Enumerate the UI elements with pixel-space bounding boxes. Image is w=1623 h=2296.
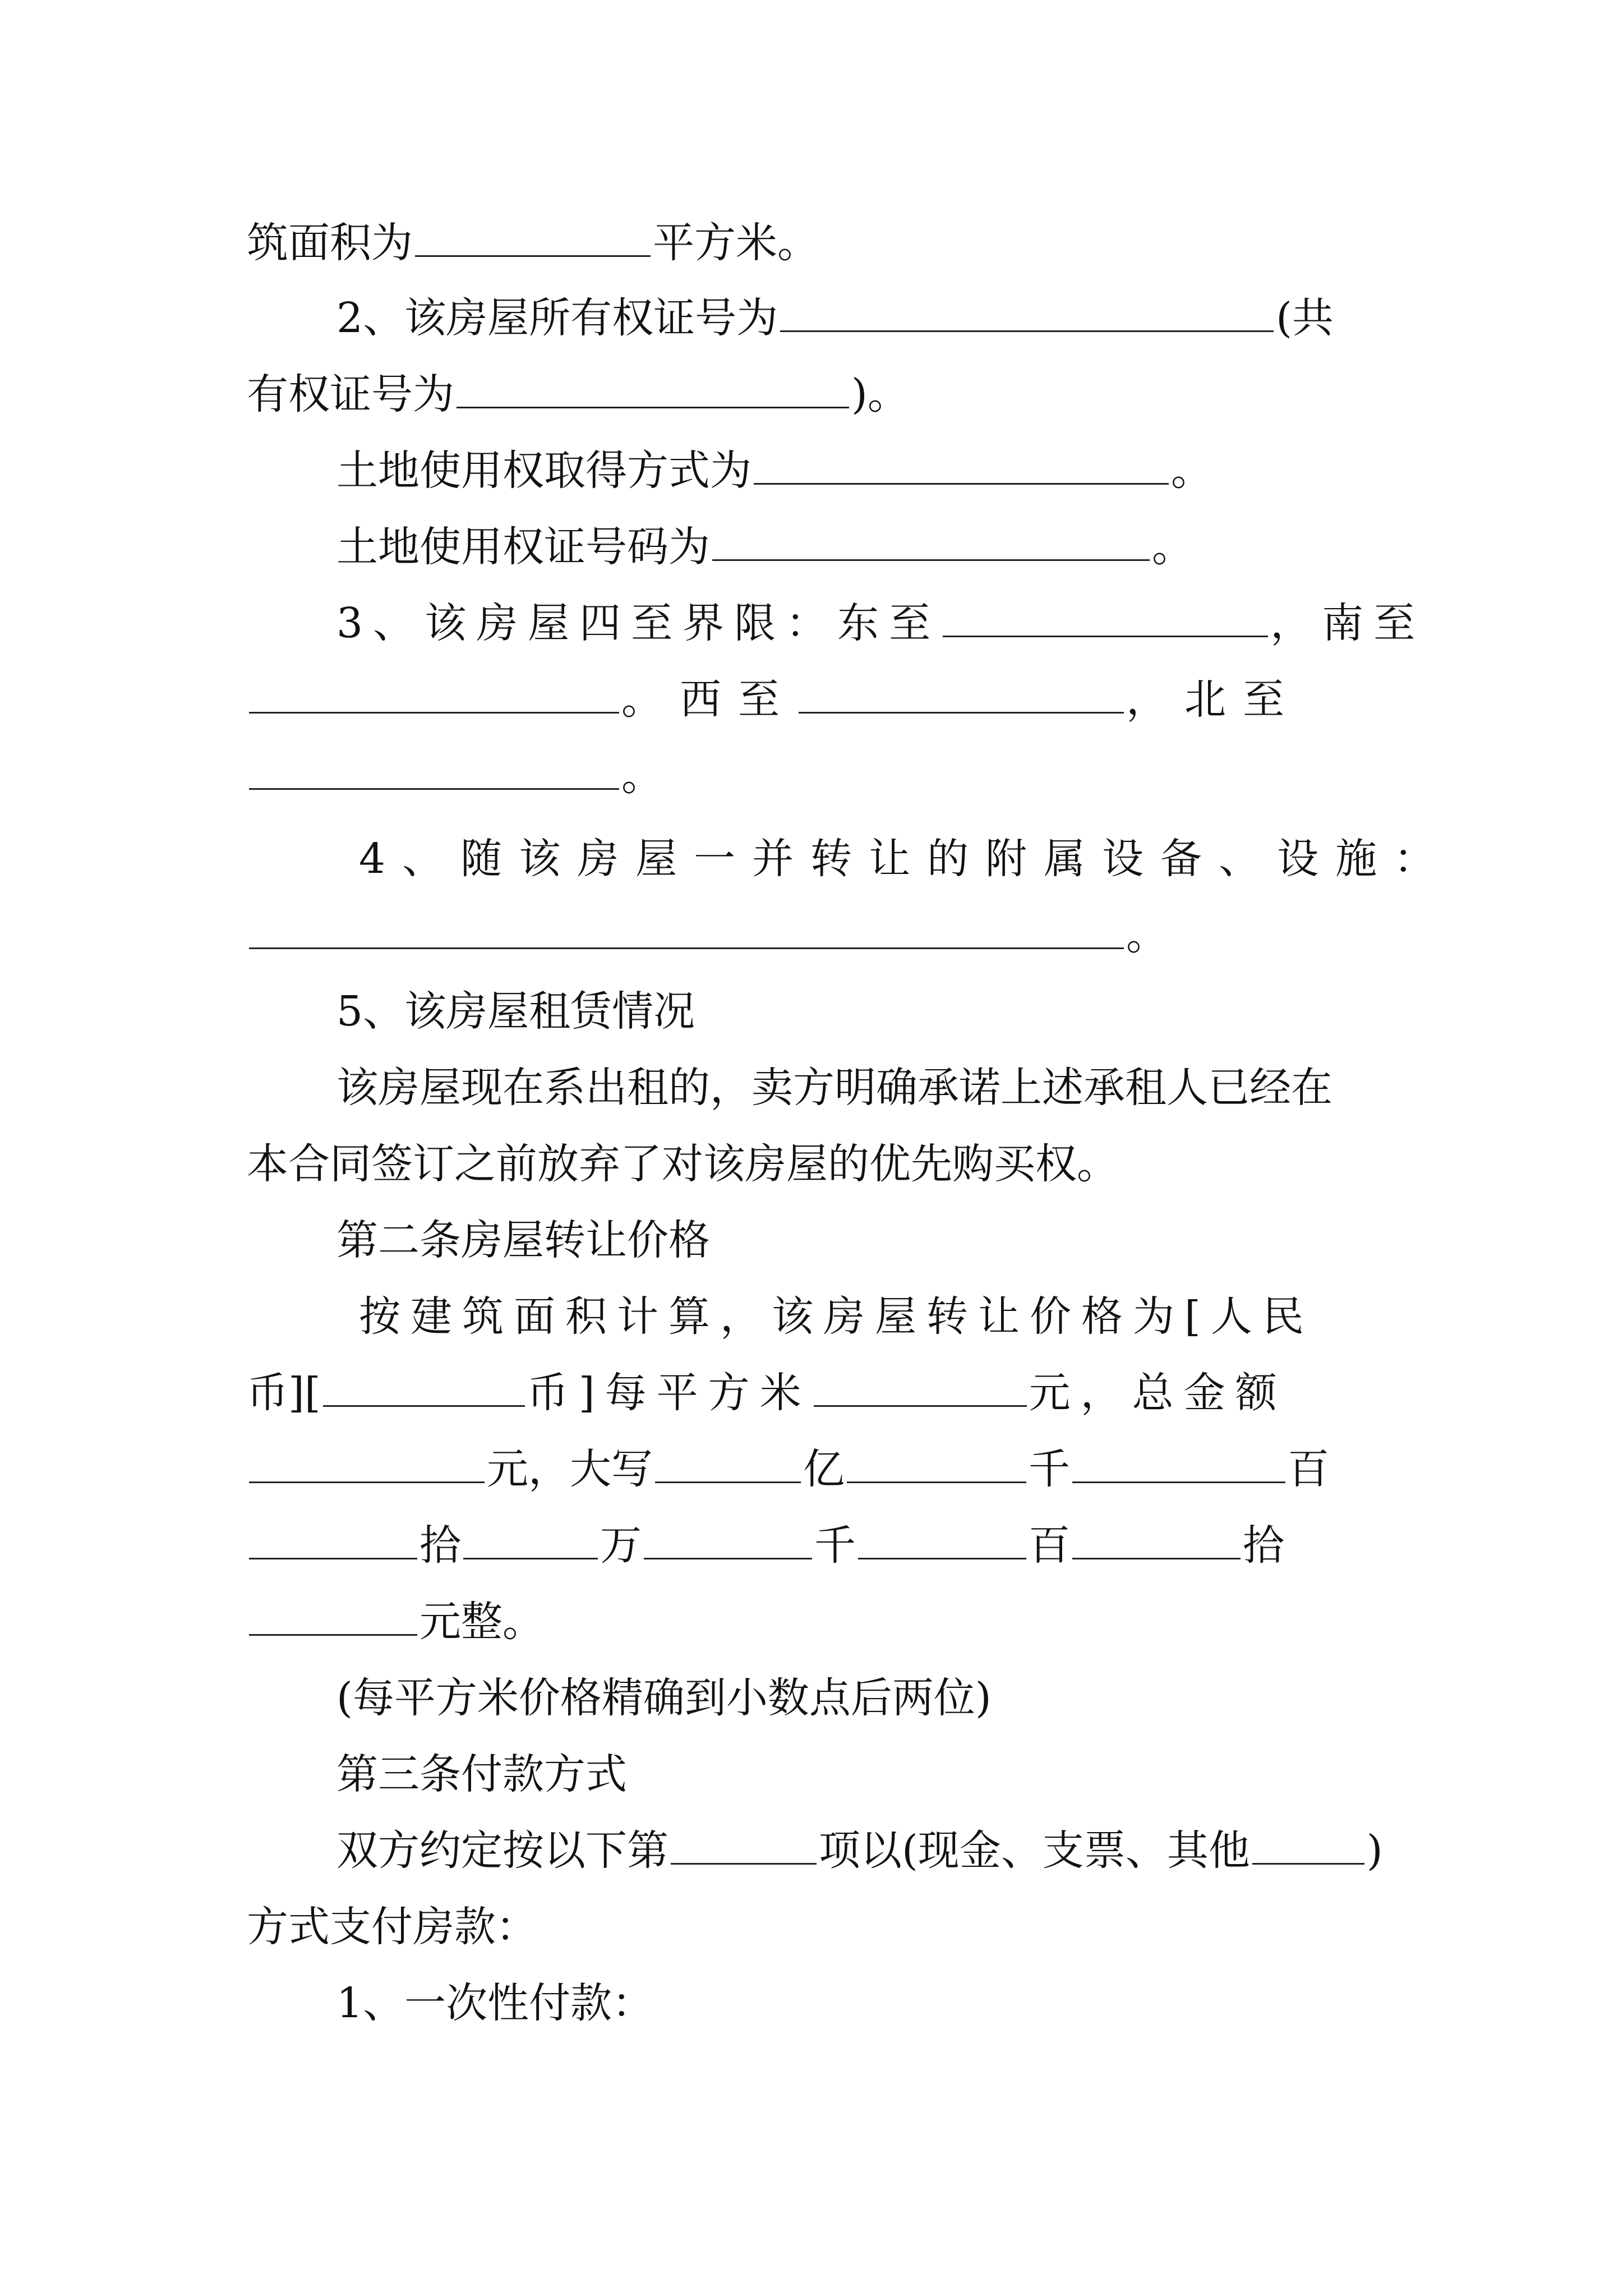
text-line [336, 516, 1385, 578]
text-line [336, 287, 1385, 349]
text-line [247, 669, 1385, 730]
fill-blank[interactable] [712, 520, 1150, 561]
text-line [247, 212, 1385, 274]
text-line [359, 828, 1453, 890]
text-segment: (共 [1276, 294, 1334, 342]
fill-blank[interactable] [644, 1519, 812, 1559]
text-segment: 土地使用权取得方式为 [336, 447, 751, 495]
fill-blank[interactable] [249, 908, 1124, 949]
text-segment: 第三条付款方式 [336, 1750, 627, 1798]
text-segment: 该房屋现在系出租的，卖方明确承诺上述承租人已经在 [336, 1064, 1332, 1112]
fill-blank[interactable] [943, 596, 1268, 637]
text-segment: 拾 [419, 1521, 461, 1570]
text-segment: 百 [1288, 1445, 1329, 1493]
text-segment: 。 [1152, 523, 1193, 571]
text-segment: 双方约定按以下第 [336, 1826, 668, 1875]
fill-blank[interactable] [415, 216, 651, 257]
text-segment: 5、该房屋租赁情况 [336, 987, 695, 1036]
text-segment: 币]每平方米 [527, 1369, 811, 1417]
text-line [247, 1133, 1385, 1195]
text-segment: 。 [1126, 911, 1168, 959]
text-line [336, 1972, 1385, 2034]
text-line [247, 364, 1385, 425]
text-segment: ) [1366, 1826, 1383, 1875]
fill-blank[interactable] [249, 749, 619, 790]
text-segment: 元，大写 [487, 1445, 653, 1493]
text-segment: 本合同签订之前放弃了对该房屋的优先购买权。 [247, 1140, 1118, 1188]
text-segment: 2、该房屋所有权证号为 [336, 294, 778, 342]
text-segment: 土地使用权证号码为 [336, 523, 710, 571]
text-segment: )。 [851, 370, 909, 418]
fill-blank[interactable] [249, 1595, 417, 1636]
fill-blank[interactable] [1072, 1519, 1241, 1559]
fill-blank[interactable] [1072, 1442, 1285, 1483]
text-segment: 4、随该房屋一并转让的附属设备、设施： [359, 835, 1453, 883]
fill-blank[interactable] [847, 1442, 1026, 1483]
text-segment: 币][ [247, 1369, 321, 1417]
text-line [336, 1057, 1385, 1119]
fill-blank[interactable] [463, 1519, 598, 1559]
section-heading [336, 1209, 1385, 1271]
fill-blank[interactable] [814, 1366, 1027, 1407]
fill-blank[interactable] [1252, 1824, 1364, 1865]
text-segment: 。西至 [621, 675, 796, 724]
text-segment: 有权证号为 [247, 370, 454, 418]
text-line [247, 1438, 1385, 1500]
text-segment: 千 [1029, 1445, 1070, 1493]
text-segment: 。 [1171, 447, 1212, 495]
text-segment: 千 [814, 1521, 856, 1570]
fill-blank[interactable] [249, 1442, 485, 1483]
fill-blank[interactable] [780, 291, 1274, 332]
text-segment: 万 [600, 1521, 642, 1570]
text-segment: 第二条房屋转让价格 [336, 1216, 710, 1264]
text-line [247, 1896, 1385, 1958]
text-segment: 元整。 [419, 1598, 544, 1646]
text-segment: 亿 [803, 1445, 845, 1493]
text-segment: 平方米。 [653, 219, 819, 267]
text-line [336, 440, 1385, 501]
fill-blank[interactable] [858, 1519, 1026, 1559]
fill-blank[interactable] [671, 1824, 817, 1865]
text-segment: ，北至 [1126, 675, 1301, 724]
text-segment: 。 [621, 752, 663, 800]
text-line [336, 1820, 1385, 1881]
fill-blank[interactable] [323, 1366, 525, 1407]
text-segment: ，南至 [1270, 599, 1426, 647]
fill-blank[interactable] [249, 673, 619, 714]
fill-blank[interactable] [249, 1519, 417, 1559]
section-heading [336, 1743, 1385, 1805]
text-segment: 3、该房屋四至界限：东至 [336, 599, 941, 647]
text-segment: 1、一次性付款： [336, 1979, 654, 2027]
text-segment: 元，总金额 [1029, 1369, 1287, 1417]
text-segment: (每平方米价格精确到小数点后两位) [336, 1674, 992, 1722]
text-segment: 方式支付房款： [247, 1903, 537, 1951]
fill-blank[interactable] [655, 1442, 801, 1483]
text-line [247, 745, 1385, 807]
text-line [336, 1667, 1385, 1729]
fill-blank[interactable] [754, 444, 1169, 485]
fill-blank[interactable] [457, 367, 849, 408]
section-heading [336, 981, 1385, 1042]
text-line [336, 592, 1426, 654]
fill-blank[interactable] [799, 673, 1124, 714]
text-line [247, 904, 1385, 966]
text-line [247, 1362, 1385, 1424]
text-line [359, 1286, 1385, 1347]
text-segment: 筑面积为 [247, 219, 413, 267]
text-line [247, 1591, 1385, 1653]
text-segment: 百 [1029, 1521, 1070, 1570]
text-segment: 项以(现金、支票、其他 [819, 1826, 1250, 1875]
text-line [247, 1515, 1385, 1576]
text-segment: 拾 [1243, 1521, 1284, 1570]
text-segment: 按建筑面积计算，该房屋转让价格为[人民 [359, 1292, 1314, 1341]
